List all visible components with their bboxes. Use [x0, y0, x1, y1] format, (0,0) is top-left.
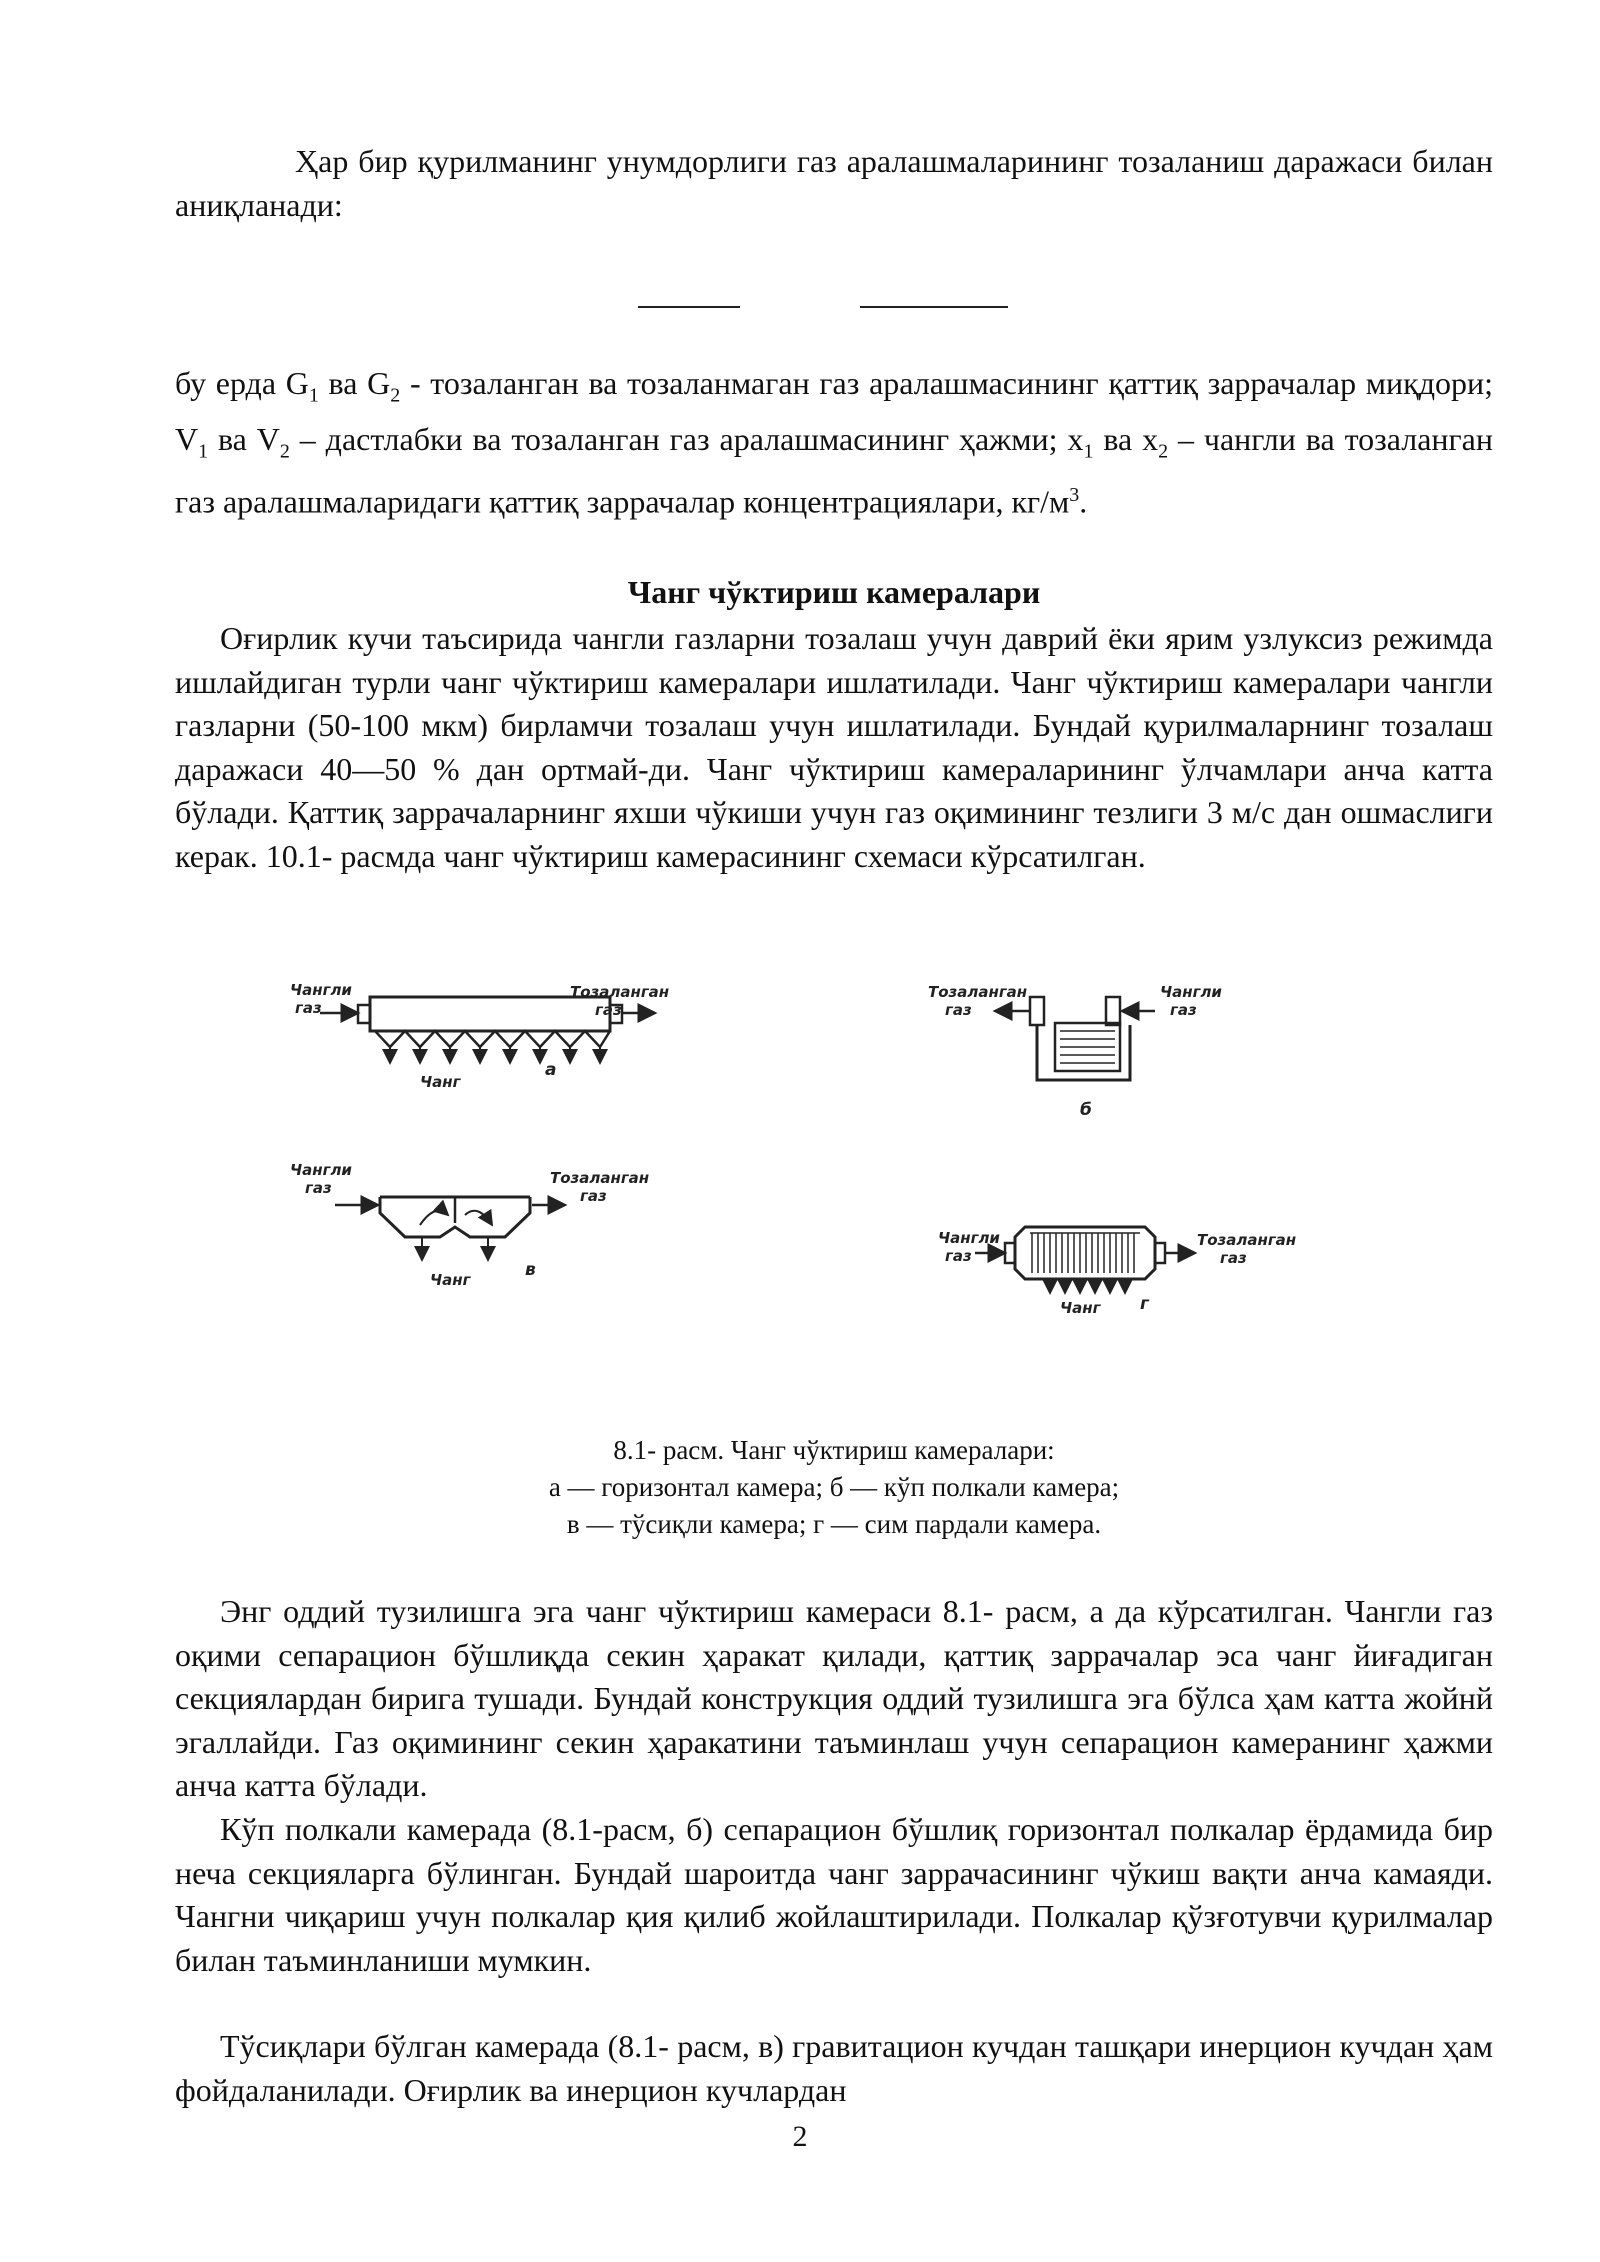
diagram-v-flow-arrow — [420, 1211, 448, 1225]
diagram-b-in-label-1: Чангли — [1160, 983, 1222, 1001]
diagram-g-wire-curtain — [1032, 1233, 1134, 1273]
definitions-text: ва x — [1093, 420, 1159, 457]
diagram-a-in-label-2: газ — [295, 999, 322, 1017]
subscript: 1 — [1083, 440, 1094, 463]
definitions-text: – дастлабки ва тозаланган газ аралашмасининг ҳажми; x — [289, 420, 1084, 457]
diagram-b-in-label-2: газ — [1170, 1001, 1197, 1019]
diagram-v-out-label-2: газ — [580, 1187, 607, 1205]
diagram-a-letter: а — [545, 1060, 557, 1080]
diagram-a-hoppers — [375, 1031, 610, 1047]
diagram-b-multi-shelf-chamber — [928, 983, 1222, 1120]
definitions-text: ва V — [208, 420, 280, 457]
definitions-text: бу ерда G — [175, 365, 309, 401]
diagram-v-letter: в — [525, 1260, 536, 1280]
definitions-text: – чангли ва тозаланган газ аралашмаларидаги қаттиқ заррачалар концентрациялари, кг/м — [175, 420, 1494, 520]
section-title: Чанг чўктириш камералари — [627, 574, 1041, 610]
caption-line-1: 8.1- расм. Чанг чўктириш камералари: — [613, 1435, 1055, 1465]
diagram-g-letter: г — [1140, 1294, 1149, 1314]
diagram-g-dust-label: Чанг — [1060, 1299, 1101, 1317]
diagram-a-out-label-2: газ — [595, 1001, 622, 1019]
dust-chamber-diagram — [260, 975, 1320, 1355]
formula-fraction-line — [860, 306, 1008, 308]
page-number: 2 — [792, 2120, 808, 2153]
intro-paragraph: Ҳар бир қурилманинг унумдорлиги газ аралашмаларининг тозаланиш даражаси билан аниқланади: — [175, 143, 1493, 223]
subscript: 1 — [198, 440, 209, 463]
superscript: 3 — [1069, 483, 1080, 506]
definitions-text: . — [1079, 483, 1088, 520]
diagram-b-out-label-2: газ — [945, 1001, 972, 1019]
diagram-b-inlet-pipe — [1106, 997, 1120, 1025]
subscript: 2 — [390, 384, 401, 407]
subscript: 2 — [279, 440, 290, 463]
diagram-g-in-label-2: газ — [945, 1247, 972, 1265]
definitions-text: - тозаланган ва тозаланмаган газ аралашмасининг қаттиқ заррачалар миқдори; V — [175, 365, 1494, 457]
definitions-paragraph — [175, 362, 1493, 524]
diagram-b-out-label-1: Тозаланган — [928, 983, 1028, 1001]
caption-line-3: в — тўсиқли камера; г — сим пардали камера. — [566, 1509, 1102, 1539]
paragraph-4: Тўсиқлари бўлган камерада (8.1- расм, в) гравитацион кучдан ташқари инерцион кучдан ҳам фойдаланилади. Оғирлик ва инерцион кучлардан — [175, 2028, 1493, 2108]
caption-line-2: а — горизонтал камера; б — кўп полкали камера; — [548, 1472, 1120, 1502]
diagram-a-dust-label: Чанг — [420, 1073, 461, 1091]
subscript: 1 — [308, 384, 319, 407]
dust-chamber-figure — [260, 975, 1320, 1355]
diagram-b-letter: б — [1080, 1100, 1092, 1120]
subscript: 2 — [1158, 440, 1169, 463]
diagram-v-in-label-1: Чангли — [290, 1161, 352, 1179]
diagram-a-horizontal-chamber — [290, 981, 669, 1091]
diagram-g-out-label-1: Тозаланган — [1197, 1231, 1297, 1249]
definitions-text: ва G — [318, 365, 391, 401]
diagram-a-in-label-1: Чангли — [290, 981, 352, 999]
diagram-v-out-label-1: Тозаланган — [550, 1169, 650, 1187]
diagram-v-dust-label: Чанг — [430, 1271, 471, 1289]
paragraph-3: Кўп полкали камерада (8.1-расм, б) сепарацион бўшлиқ горизонтал полкалар ёрдамида бир неча секцияларга бўлинган. Бундай шароитда чанг заррачасининг чўкиш вақти анча камаяди. Чангни чиқариш учун полкалар қия қилиб жойлаштирилади. Полкалар қўзғотувчи қурилмалар билан таъминланиши мумкин. — [175, 1811, 1493, 1978]
diagram-a-out-label-1: Тозаланган — [570, 983, 670, 1001]
diagram-a-inlet-flange — [358, 1005, 370, 1023]
diagram-g-in-label-1: Чангли — [938, 1229, 1000, 1247]
figure-caption — [175, 1432, 1493, 1543]
paragraph-1: Оғирлик кучи таъсирида чангли газларни тозалаш учун даврий ёки ярим узлуксиз режимда ишлайдиган турли чанг чўктириш камералари ишлатилади. Чанг чўктириш камералари чангли газларни (50-100 мкм) бирламчи тозалаш учун ишлатилади. Бундай қурилмаларнинг тозалаш даражаси 40—50 % дан ортмай-ди. Чанг чўктириш камераларининг ўлчамлари анча катта бўлади. Қаттиқ заррачаларнинг яхши чўкиши учун газ оқимининг тезлиги 3 м/с дан ошмаслиги керак. 10.1- расмда чанг чўктириш камерасининг схемаси кўрсатилган. — [175, 620, 1493, 874]
diagram-g-out-label-2: газ — [1220, 1249, 1247, 1267]
formula-fraction-line — [638, 306, 740, 308]
diagram-v-flow-arrow — [465, 1211, 492, 1225]
diagram-v-baffled-chamber — [290, 1161, 649, 1289]
diagram-v-in-label-2: газ — [305, 1179, 332, 1197]
diagram-a-chamber-body — [370, 997, 610, 1031]
diagram-b-outlet-pipe — [1030, 997, 1044, 1025]
diagram-g-wire-curtain-chamber — [938, 1227, 1296, 1317]
paragraph-2: Энг оддий тузилишга эга чанг чўктириш камераси 8.1- расм, а да кўрсатилган. Чангли газ оқими сепарацион бўшлиқда секин ҳаракат қилади, қаттиқ заррачалар эса чанг йиғадиган секциялардан бирига тушади. Бундай конструкция оддий тузилишга эга бўлса ҳам катта жойнй эгаллайди. Газ оқимининг секин ҳаракатини таъминлаш учун сепарацион камеранинг ҳажми анча катта бўлади. — [175, 1593, 1493, 1803]
